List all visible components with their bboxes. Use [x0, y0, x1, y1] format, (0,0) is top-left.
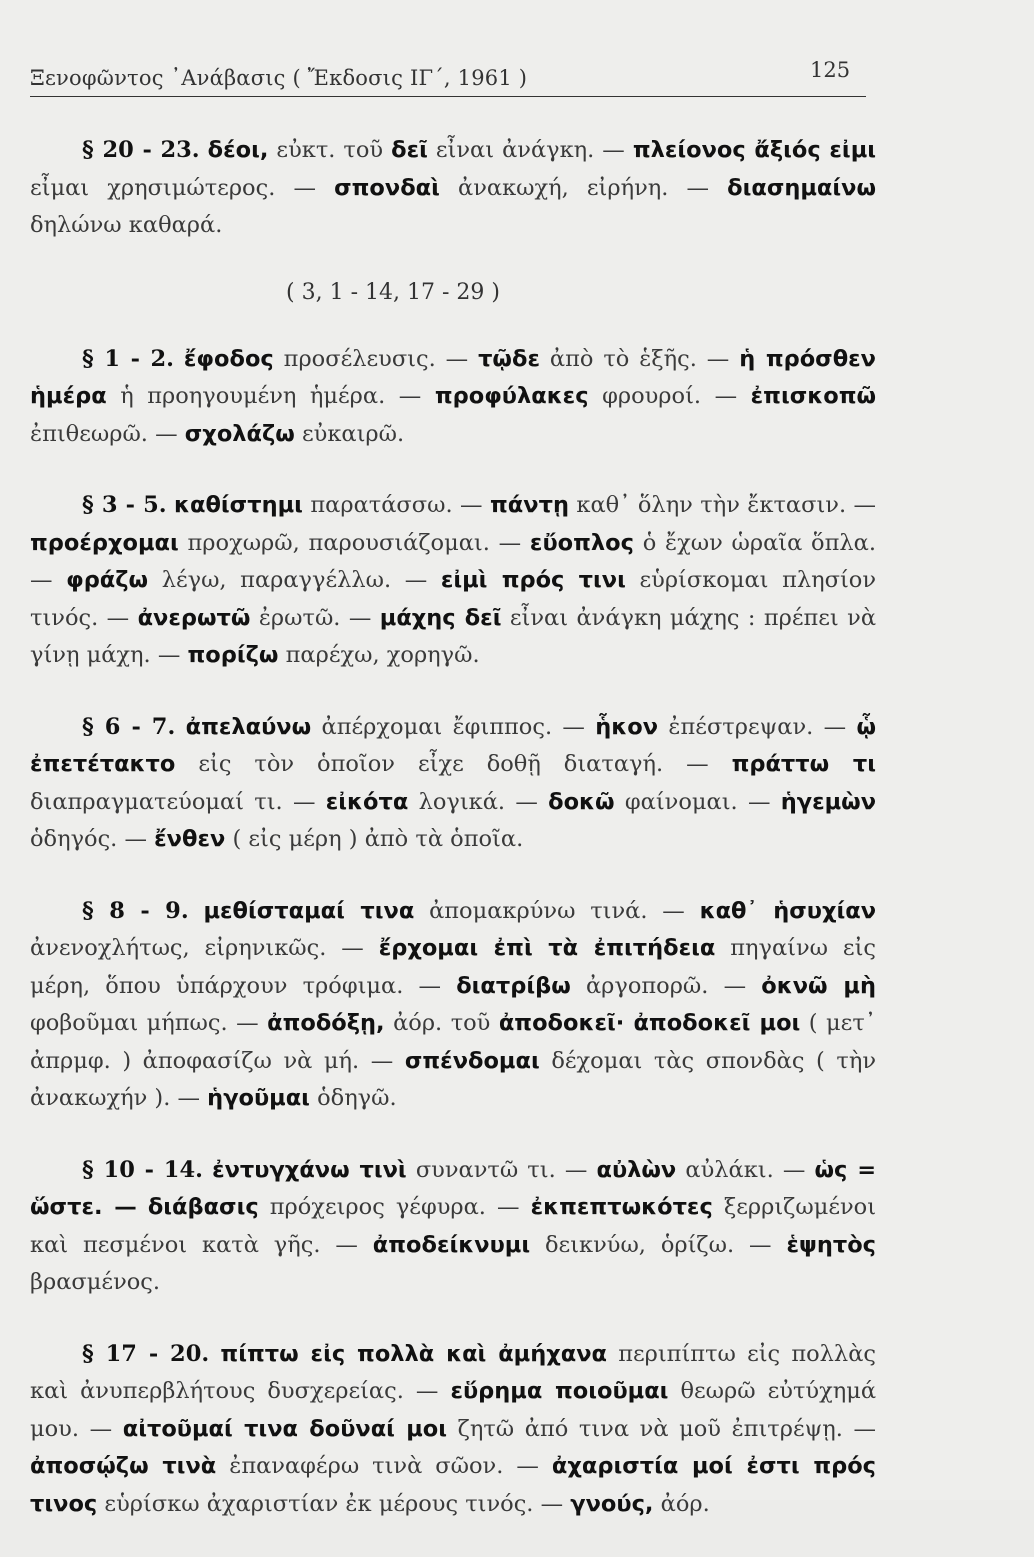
term: προέρχομαι — [30, 529, 179, 556]
running-header — [30, 62, 866, 97]
gloss: περιπίπτω εἰς πολλὰς καὶ ἀνυπερβλήτους δυσχερείας. — — [30, 1340, 876, 1404]
section-number: § 8 - 9. — [82, 897, 189, 924]
gloss: πρόχειρος γέφυρα. — — [269, 1194, 520, 1220]
term: ἀποδοκεῖ· ἀποδοκεῖ μοι — [498, 1010, 801, 1036]
gloss: δηλώνω καθαρά. — [30, 212, 223, 238]
gloss: ἀπομακρύνω τινά. — — [429, 897, 685, 924]
gloss: ἡ προηγουμένη ἡμέρα. — — [120, 383, 422, 409]
gloss: πηγαίνω εἰς μέρη, ὅπου ὑπάρχουν τρόφιμα. — — [30, 935, 876, 999]
term: ἡ πρόσθεν ἡμέρα — [30, 345, 877, 409]
gloss: ἐπαναφέρω τινὰ σῶον. — — [229, 1453, 539, 1479]
term: αἰτοῦμαί τινα δοῦναί μοι — [122, 1415, 448, 1442]
gloss: ἀνακωχή, εἰρήνη. — — [458, 174, 710, 201]
header-title: Ξενοφῶντος ᾿Ανάβασις ( Ἔκδοσις ΙΓ΄, 1961 ) — [30, 66, 528, 90]
gloss: βρασμένος. — [30, 1269, 161, 1295]
term: ἀνερωτῶ — [137, 604, 251, 631]
term: εἰκότα — [325, 788, 409, 815]
gloss: ( μετ᾿ ἀπρμφ. ) ἀποφασίζω νὰ μή. — — [30, 1010, 877, 1074]
gloss: ζητῶ ἀπό τινα νὰ μοῦ ἐπιτρέψῃ. — — [457, 1415, 877, 1442]
term: ἡγεμὼν — [780, 788, 877, 815]
term: τῷδε — [478, 345, 540, 372]
gloss: εἶναι ἀνάγκη μάχης : πρέπει νὰ γίνῃ μάχη. — — [30, 604, 877, 668]
term: διάβασις — [147, 1194, 259, 1220]
gloss: ἀόρ. — [660, 1490, 710, 1517]
term: δέοι, — [207, 137, 269, 163]
gloss: ὁδηγός. — — [30, 826, 147, 852]
gloss: ὁδηγῶ. — [317, 1085, 397, 1111]
section-number: § 3 - 5. — [82, 492, 167, 518]
gloss: εὐκαιρῶ. — [301, 420, 405, 447]
gloss: φαίνομαι. — — [624, 788, 771, 815]
gloss: αὐλάκι. — — [685, 1156, 806, 1183]
term: ὀκνῶ μὴ — [761, 972, 877, 999]
gloss: ( εἰς μέρη ) ἀπὸ τὰ ὁποῖα. — [232, 826, 524, 852]
term: ἔρχομαι ἐπὶ τὰ ἐπιτήδεια — [378, 935, 716, 961]
gloss: ἀπὸ τὸ ἑξῆς. — — [549, 345, 730, 372]
term: ἑψητὸς — [786, 1231, 876, 1258]
gloss: ἐπέστρεψαν. — — [668, 713, 847, 740]
gloss: θεωρῶ εὐτύχημά μου. — — [30, 1378, 877, 1442]
term: μεθίσταμαί τινα — [203, 897, 415, 924]
paragraph — [30, 341, 876, 454]
term: διατρίβω — [456, 972, 571, 999]
gloss: δεικνύω, ὁρίζω. — — [545, 1231, 772, 1258]
gloss: εἶμαι χρησιμώτερος. — — [30, 174, 316, 201]
gloss: φοβοῦμαι μήπως. — — [30, 1010, 259, 1036]
term: ἀποδείκνυμι — [372, 1231, 531, 1258]
gloss: εἰς τὸν ὁποῖον εἶχε δοθῇ διαταγή. — — [198, 751, 709, 777]
term: ἀποσῴζω τινὰ — [30, 1453, 217, 1479]
term: εὔοπλος — [529, 529, 634, 556]
paragraph — [30, 893, 876, 1118]
gloss: παρέχω, χορηγῶ. — [285, 642, 480, 668]
term: ἔνθεν — [154, 826, 226, 852]
term: αὐλὼν — [596, 1156, 677, 1183]
gloss: ἀόρ. τοῦ — [393, 1010, 491, 1036]
gloss: εὐκτ. τοῦ — [276, 137, 384, 163]
chapter-range-heading: ( 3, 1 - 14, 17 - 29 ) — [286, 279, 500, 305]
term: μάχης δεῖ — [379, 604, 502, 631]
term: ἀπελαύνω — [185, 713, 312, 740]
gloss: ὁ ἔχων ὡραῖα ὅπλα. — — [30, 529, 876, 593]
gloss: ἀργοπορῶ. — — [585, 972, 747, 999]
gloss: ἐρωτῶ. — — [258, 604, 372, 631]
gloss: ἐπιθεωρῶ. — — [30, 420, 178, 447]
term: σπένδομαι — [404, 1047, 540, 1074]
page-number: 125 — [810, 58, 851, 82]
term: ἐκπεπτωκότες — [530, 1194, 713, 1220]
term: δεῖ — [391, 137, 428, 163]
paragraph — [30, 1152, 876, 1302]
gloss: παρατάσσω. — — [310, 492, 483, 518]
gloss: προχωρῶ, παρουσιάζομαι. — — [187, 529, 522, 556]
term: πορίζω — [187, 642, 279, 668]
paragraph — [30, 132, 876, 245]
gloss: εὑρίσκομαι πλησίον τινός. — — [30, 567, 876, 631]
term: εἰμὶ πρός τινι — [440, 567, 626, 593]
gloss: συναντῶ τι. — — [415, 1156, 588, 1183]
gloss: καθ᾿ ὅλην τὴν ἔκτασιν. — — [576, 492, 877, 518]
section-number: § 20 - 23. — [82, 137, 200, 163]
term: ἀχαριστία μοί ἐστι πρός τινος — [30, 1453, 877, 1517]
term: ἔφοδος — [183, 345, 274, 372]
term: φράζω — [66, 567, 149, 593]
term: καθ᾿ ἡσυχίαν — [699, 897, 877, 924]
term: ἡγοῦμαι — [207, 1085, 310, 1111]
section-number: § 1 - 2. — [82, 345, 174, 372]
gloss: ἀπέρχομαι ἔφιππος. — — [321, 713, 585, 740]
gloss: λογικά. — — [418, 788, 538, 815]
term: πλείονος ἄξιός εἰμι — [632, 137, 877, 163]
gloss: εὑρίσκω ἀχαριστίαν ἐκ μέρους τινός. — — [104, 1490, 564, 1517]
term: σπονδαὶ — [334, 174, 440, 201]
term: εὕρημα ποιοῦμαι — [450, 1378, 669, 1404]
term: ἐπισκοπῶ — [750, 383, 877, 409]
term: ἐντυγχάνω τινὶ — [212, 1156, 407, 1183]
term: ὡς = ὥστε. — — [30, 1156, 877, 1220]
gloss: εἶναι ἀνάγκη. — — [435, 137, 625, 163]
term: πίπτω εἰς πολλὰ καὶ ἀμήχανα — [220, 1340, 607, 1367]
gloss: ἀνενοχλήτως, εἰρηνικῶς. — — [30, 935, 364, 961]
term: ᾧ ἐπετέτακτο — [30, 713, 877, 777]
gloss: δέχομαι τὰς σπονδὰς ( τὴν ἀνακωχήν ). — — [30, 1047, 876, 1111]
term: καθίστημι — [174, 492, 303, 518]
term: ἧκον — [595, 713, 659, 740]
section-number: § 17 - 20. — [82, 1340, 210, 1367]
paragraph — [30, 1336, 876, 1524]
body-text — [30, 132, 876, 1557]
section-number: § 10 - 14. — [82, 1156, 203, 1183]
gloss: ξερριζωμένοι καὶ πεσμένοι κατὰ γῆς. — — [30, 1194, 877, 1258]
term: ἀποδόξῃ, — [267, 1010, 385, 1036]
paragraph — [30, 487, 876, 675]
term: σχολάζω — [184, 420, 295, 447]
paragraph — [30, 709, 876, 859]
gloss: διαπραγματεύομαί τι. — — [30, 788, 316, 815]
gloss: φρουροί. — — [602, 383, 738, 409]
term: πράττω τι — [731, 751, 876, 777]
term: προφύλακες — [434, 383, 589, 409]
section-number: § 6 - 7. — [82, 713, 176, 740]
term: διασημαίνω — [727, 174, 877, 201]
term: γνούς, — [570, 1490, 654, 1517]
gloss: προσέλευσις. — — [283, 345, 469, 372]
term: δοκῶ — [548, 788, 615, 815]
gloss: λέγω, παραγγέλλω. — — [161, 567, 428, 593]
term: πάντῃ — [490, 492, 569, 518]
